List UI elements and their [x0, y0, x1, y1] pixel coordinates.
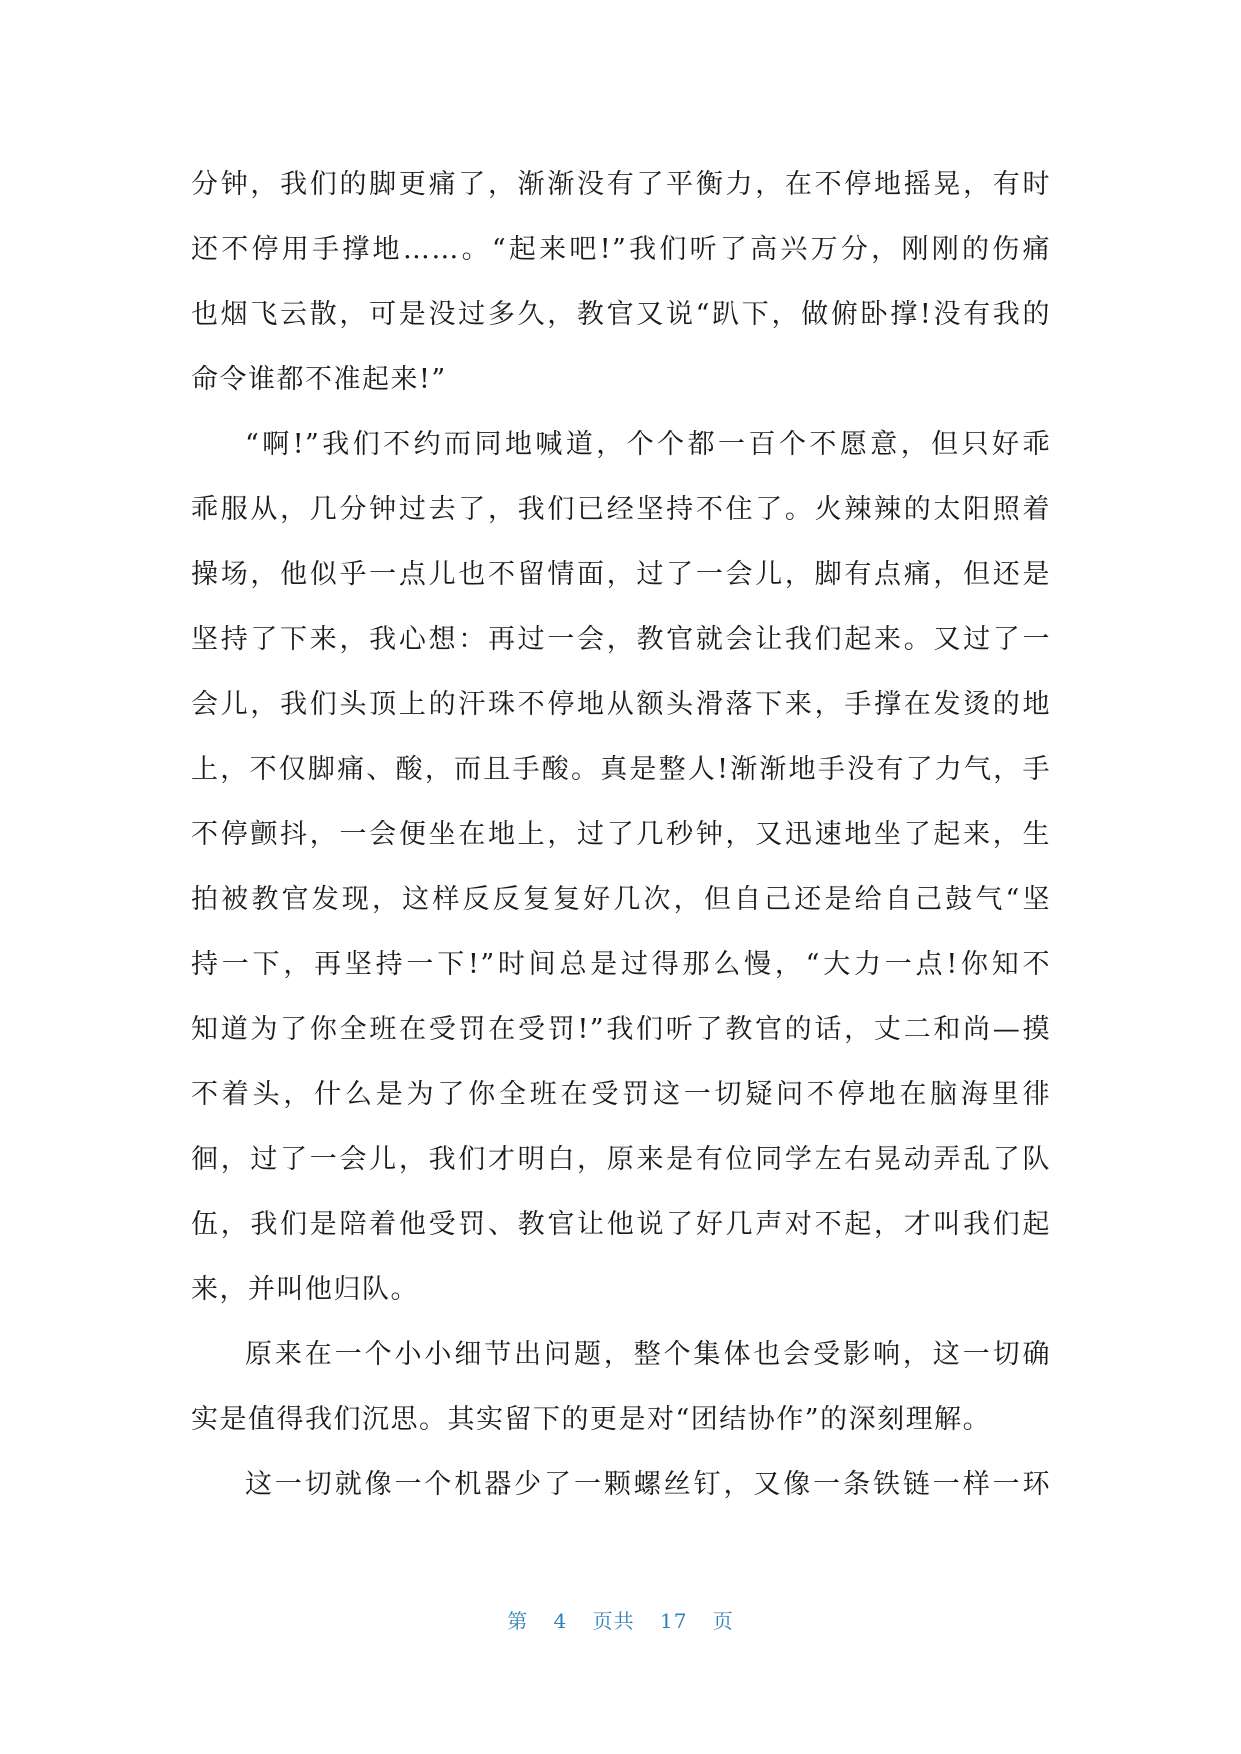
text-line: 也烟飞云散，可是没过多久，教官又说“趴下，做俯卧撑!没有我的	[191, 299, 1051, 330]
text-line: 还不停用手撑地……。“起来吧!”我们听了高兴万分，刚刚的伤痛	[191, 234, 1051, 265]
text-line: 会儿，我们头顶上的汗珠不停地从额头滑落下来，手撑在发烫的地	[191, 689, 1051, 720]
text-line: 乖服从，几分钟过去了，我们已经坚持不住了。火辣辣的太阳照着	[191, 494, 1051, 525]
text-line: 分钟，我们的脚更痛了，渐渐没有了平衡力，在不停地摇晃，有时	[191, 169, 1051, 200]
text-line: 伍，我们是陪着他受罚、教官让他说了好几声对不起，才叫我们起	[191, 1209, 1051, 1240]
text-line: 实是值得我们沉思。其实留下的更是对“团结协作”的深刻理解。	[191, 1404, 992, 1435]
text-line: 徊，过了一会儿，我们才明白，原来是有位同学左右晃动弄乱了队	[191, 1144, 1051, 1175]
text-line: 持一下，再坚持一下!”时间总是过得那么慢，“大力一点!你知不	[191, 949, 1051, 980]
text-line: 操场，他似乎一点儿也不留情面，过了一会儿，脚有点痛，但还是	[191, 559, 1051, 590]
text-line: “啊!”我们不约而同地喊道，个个都一百个不愿意，但只好乖	[245, 429, 1051, 460]
text-line: 这一切就像一个机器少了一颗螺丝钉，又像一条铁链一样一环	[245, 1469, 1051, 1500]
text-line: 上，不仅脚痛、酸，而且手酸。真是整人!渐渐地手没有了力气，手	[191, 754, 1051, 785]
text-line: 坚持了下来，我心想：再过一会，教官就会让我们起来。又过了一	[191, 624, 1051, 655]
text-line: 原来在一个小小细节出问题，整个集体也会受影响，这一切确	[245, 1339, 1051, 1370]
document-body	[191, 152, 1051, 1517]
text-line: 知道为了你全班在受罚在受罚!”我们听了教官的话，丈二和尚—摸	[191, 1014, 1051, 1045]
text-line: 来，并叫他归队。	[191, 1274, 419, 1305]
text-line: 拍被教官发现，这样反反复复好几次，但自己还是给自己鼓气“坚	[191, 884, 1051, 915]
text-line: 不停颤抖，一会便坐在地上，过了几秒钟，又迅速地坐了起来，生	[191, 819, 1051, 850]
text-line: 不着头，什么是为了你全班在受罚这一切疑问不停地在脑海里徘	[191, 1079, 1051, 1110]
text-line: 命令谁都不准起来!”	[191, 364, 447, 395]
page-number-footer: 第 4 页共 17 页	[507, 1609, 734, 1633]
